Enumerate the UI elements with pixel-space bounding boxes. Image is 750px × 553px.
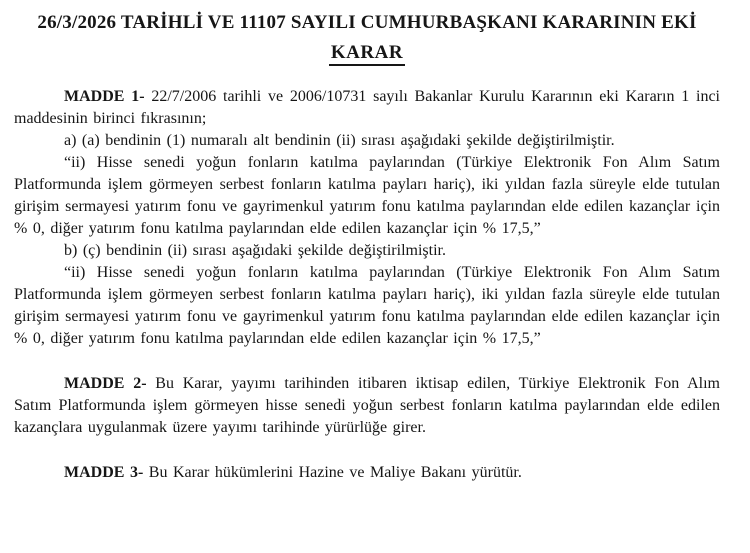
document-subtitle (14, 42, 720, 65)
article-1-label: MADDE 1- (64, 87, 145, 105)
article-1-paragraph (14, 86, 720, 130)
article-1-text: 22/7/2006 tarihli ve 2006/10731 sayılı Bakanlar Kurulu Kararının eki Kararın 1 inci maddesinin birinci fıkrasının; (14, 87, 721, 127)
article-2-text: Bu Karar, yayımı tarihinden itibaren iktisap edilen, Türkiye Elektronik Fon Alım Satım Platformunda işlem görmeyen hisse senedi yoğun serbest fonların katılma paylarından elde edilen kazançlara uygulanmak üzere yayımı tarihinde yürürlüğe girer. (14, 374, 721, 436)
clause-b-text: b) (ç) bendinin (ii) sırası aşağıdaki şekilde değiştirilmiştir. (64, 241, 446, 259)
article-3-label: MADDE 3- (64, 463, 144, 481)
quoted-provision-ii-first (14, 152, 720, 240)
clause-a-paragraph (14, 130, 720, 152)
quoted-provision-ii-first-text: “ii) Hisse senedi yoğun fonların katılma paylarından (Türkiye Elektronik Fon Alım Satım Platformunda işlem görmeyen serbest fonların katılma payları hariç), iki yıldan fazla süreyle elde tutulan girişim sermayesi yatırım fonu ve gayrimenkul yatırım fonu katılma paylarından elde edilen kazançlar için % 0, diğer yatırım fonu katılma paylarından elde edilen kazançlar için % 17,5,” (14, 153, 720, 237)
document-header (14, 11, 720, 65)
document-body (14, 86, 720, 484)
document-title: 26/3/2026 TARİHLİ VE 11107 SAYILI CUMHURBAŞKANI KARARININ EKİ (37, 12, 697, 33)
clause-a-text: a) (a) bendinin (1) numaralı alt bendinin (ii) sırası aşağıdaki şekilde değiştirilmiştir. (64, 131, 615, 149)
article-3-text: Bu Karar hükümlerini Hazine ve Maliye Bakanı yürütür. (143, 463, 522, 481)
clause-b-paragraph (14, 240, 720, 262)
article-2-paragraph (14, 373, 720, 439)
quoted-provision-ii-second-text: “ii) Hisse senedi yoğun fonların katılma paylarından (Türkiye Elektronik Fon Alım Satım Platformunda işlem görmeyen serbest fonların katılma payları hariç), iki yıldan fazla süreyle elde tutulan girişim sermayesi yatırım fonu ve gayrimenkul yatırım fonu katılma paylarından elde edilen kazançlar için % 0, diğer yatırım fonu katılma paylarından elde edilen kazançlar için % 17,5,” (14, 263, 720, 347)
article-3-paragraph (14, 462, 720, 484)
article-2-label: MADDE 2- (64, 374, 147, 392)
quoted-provision-ii-second (14, 262, 720, 350)
document-subtitle-text: KARAR (329, 42, 405, 66)
